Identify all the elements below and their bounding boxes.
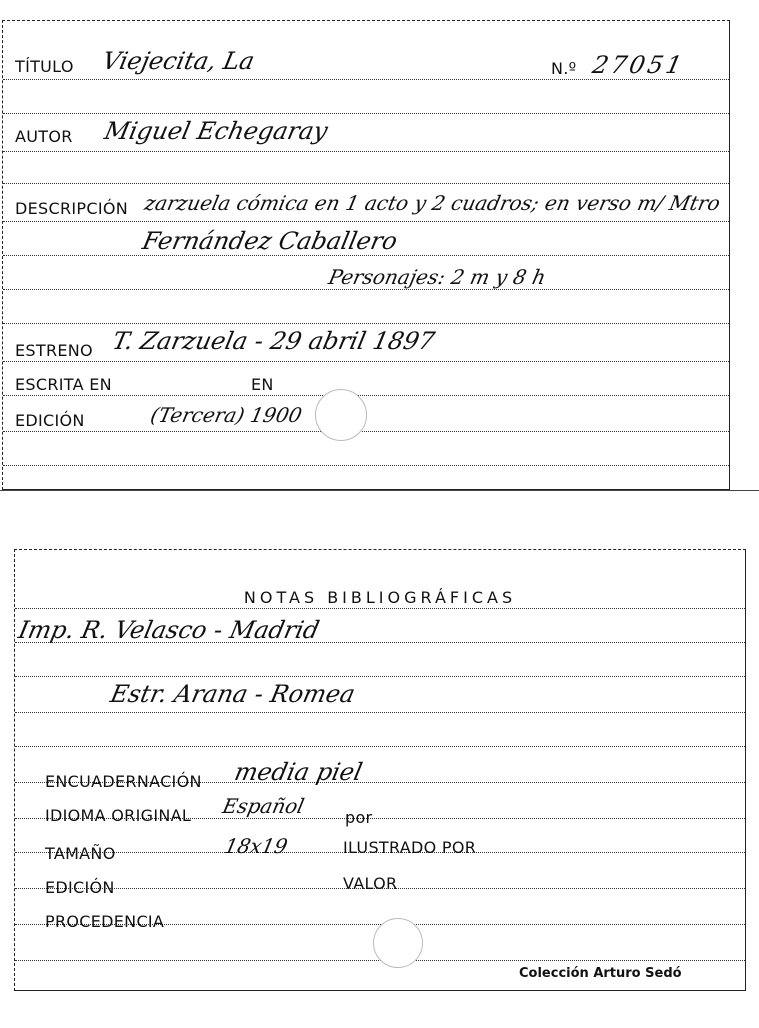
rule-line — [3, 465, 729, 466]
numero-label: N.º — [551, 59, 577, 78]
edicion-label: EDICIÓN — [45, 878, 115, 897]
descripcion-value-line2: Fernández Caballero — [140, 227, 400, 255]
rule-line — [3, 79, 729, 80]
estreno-label: ESTRENO — [15, 341, 93, 360]
rule-line — [15, 712, 745, 713]
catalog-card-back — [14, 549, 746, 991]
numero-value: 27051 — [590, 51, 688, 79]
descripcion-value-line3: Personajes: 2 m y 8 h — [326, 265, 549, 289]
note-line-2: Estr. Arana - Romea — [108, 680, 358, 708]
titulo-value: Viejecita, La — [100, 47, 257, 75]
rule-line — [3, 289, 729, 290]
tamano-label: TAMAÑO — [45, 844, 116, 863]
descripcion-label: DESCRIPCIÓN — [15, 199, 128, 218]
rule-line — [3, 151, 729, 152]
encuadernacion-value: media piel — [232, 758, 365, 786]
por-label: por — [345, 808, 373, 827]
note-line-1: Imp. R. Velasco - Madrid — [16, 616, 322, 644]
rule-line — [3, 183, 729, 184]
punch-hole — [373, 918, 423, 968]
catalog-card-front — [2, 20, 730, 490]
escrita-en-label: ESCRITA EN — [15, 375, 112, 394]
en-label: EN — [251, 375, 274, 394]
rule-line — [3, 361, 729, 362]
edicion-value: (Tercera) 1900 — [148, 403, 305, 427]
autor-label: AUTOR — [15, 127, 73, 146]
rule-line — [15, 608, 745, 609]
encuadernacion-label: ENCUADERNACIÓN — [45, 772, 202, 791]
titulo-label: TÍTULO — [15, 57, 74, 76]
estreno-value: T. Zarzuela - 29 abril 1897 — [110, 327, 438, 355]
rule-line — [15, 746, 745, 747]
edicion-label: EDICIÓN — [15, 411, 85, 430]
rule-line — [3, 395, 729, 396]
idioma-label: IDIOMA ORIGINAL — [45, 806, 192, 825]
procedencia-label: PROCEDENCIA — [45, 912, 165, 931]
autor-value: Miguel Echegaray — [102, 117, 331, 145]
notas-bibliograficas-title: NOTAS BIBLIOGRÁFICAS — [243, 588, 517, 607]
punch-hole — [315, 389, 367, 441]
rule-line — [15, 676, 745, 677]
rule-line — [3, 221, 729, 222]
rule-line — [3, 113, 729, 114]
idioma-value: Español — [220, 794, 307, 818]
rule-line — [3, 255, 729, 256]
descripcion-value-line1: zarzuela cómica en 1 acto y 2 cuadros; en verso m/ Mtro — [142, 191, 723, 215]
rule-line — [3, 323, 729, 324]
valor-label: VALOR — [343, 874, 398, 893]
ilustrado-label: ILUSTRADO POR — [343, 838, 477, 857]
rule-line — [3, 431, 729, 432]
tamano-value: 18x19 — [222, 834, 290, 858]
card-separator — [0, 490, 759, 491]
coleccion-credit: Colección Arturo Sedó — [519, 966, 682, 981]
